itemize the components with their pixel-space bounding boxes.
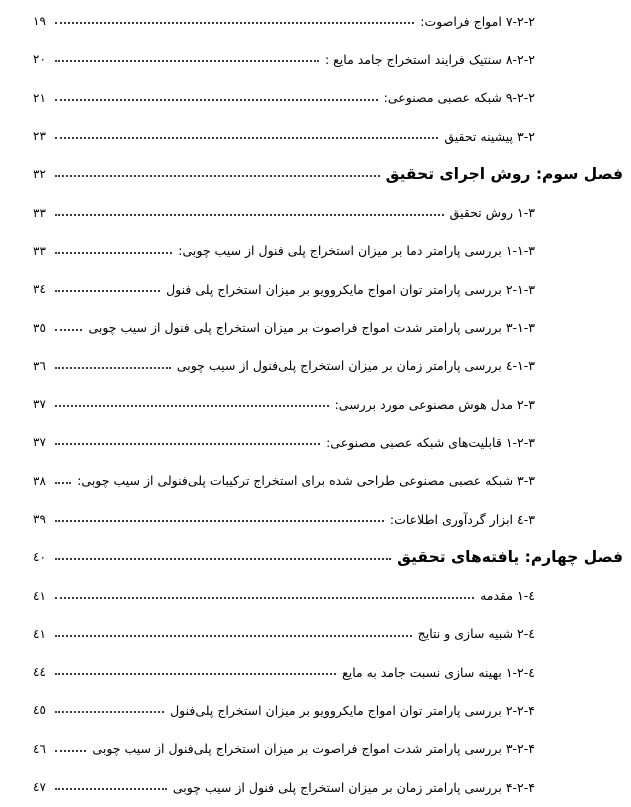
entry-title: بررسی پارامتر توان امواج مایکروویو بر میزان استخراج پلی‌فنول <box>170 702 502 718</box>
entry-title: شبیه سازی و نتایج <box>417 626 514 642</box>
section-number: ۴-٢-٢ <box>505 702 535 718</box>
page-number: ٢٣ <box>33 129 46 144</box>
page-number: ٢٠ <box>33 52 46 67</box>
page-number: ٣٧ <box>33 397 46 412</box>
dot-leader <box>55 710 164 713</box>
dot-leader <box>55 481 71 484</box>
entry-title: بهینه سازی نسبت جامد به مایع <box>342 664 502 680</box>
page-number: ٤٥ <box>33 703 46 718</box>
entry-title: مدل هوش مصنوعی مورد بررسی: <box>334 396 514 412</box>
section-number: ٣-١-٤ <box>505 358 535 374</box>
dot-leader <box>55 251 172 254</box>
section-number: ٤-٢ <box>517 626 535 642</box>
page-number: ٤١ <box>33 588 46 603</box>
toc-entry <box>33 347 535 385</box>
table-of-contents <box>33 2 623 806</box>
section-number: ٣-١-٢ <box>505 281 535 297</box>
toc-entry <box>33 768 535 806</box>
entry-title: بررسی پارامتر زمان بر میزان استخراج پلی‌فنول از سیب چوبی <box>176 358 502 374</box>
page-number: ٤٧ <box>33 780 46 795</box>
dot-leader <box>55 442 320 445</box>
dot-leader <box>55 672 336 675</box>
page-number: ٣٥ <box>33 320 46 335</box>
section-number: ٣-٣ <box>517 473 535 489</box>
page-number: ٣٦ <box>33 358 46 373</box>
dot-leader <box>55 634 412 637</box>
dot-leader <box>55 136 438 139</box>
section-number: ٤-١ <box>517 588 535 604</box>
toc-entry <box>33 193 535 231</box>
entry-title: سنتیک فرایند استخراج جامد مایع : <box>324 51 502 67</box>
toc-entry <box>33 423 535 461</box>
toc-entry <box>33 730 535 768</box>
toc-entry <box>33 155 623 193</box>
section-number: ٣-١-٣ <box>505 320 535 336</box>
section-number: ٣-١-١ <box>505 243 535 259</box>
toc-entry <box>33 538 623 576</box>
toc-entry <box>33 40 535 78</box>
entry-title: روش تحقیق <box>449 205 514 221</box>
section-number: ٣-٢-١ <box>505 434 535 450</box>
toc-entry <box>33 79 535 117</box>
page-number: ٣٢ <box>33 167 46 182</box>
page-number: ٣٣ <box>33 243 46 258</box>
toc-entry <box>33 691 535 729</box>
page-number: ٤٦ <box>33 741 46 756</box>
page-number: ٣٧ <box>33 435 46 450</box>
toc-entry <box>33 2 535 40</box>
section-number: ٣-١ <box>517 205 535 221</box>
dot-leader <box>55 21 414 24</box>
dot-leader <box>55 519 384 522</box>
dot-leader <box>55 404 329 407</box>
page-number: ٣٤ <box>33 282 46 297</box>
entry-title: شبکه عصبی مصنوعی طراحی شده برای استخراج ترکیبات پلی‌فنولی از سیب چوبی: <box>77 473 514 489</box>
dot-leader <box>55 59 319 62</box>
toc-entry <box>33 615 535 653</box>
toc-entry <box>33 308 535 346</box>
dot-leader <box>55 787 167 790</box>
section-number: ۴-٢-٣ <box>505 741 535 757</box>
dot-leader <box>55 557 391 560</box>
toc-entry <box>33 385 535 423</box>
section-number: ٢-٣ <box>517 128 535 144</box>
section-number: ٣-٢ <box>517 396 535 412</box>
entry-title: بررسی پارامتر دما بر میزان استخراج پلی فنول از سیب چوبی: <box>178 243 502 259</box>
toc-entry <box>33 653 535 691</box>
entry-title: بررسی پارامتر توان امواج مایکروویو بر میزان استخراج پلی فنول <box>166 281 502 297</box>
entry-title: امواج فراصوت: <box>420 13 502 29</box>
toc-entry <box>33 500 535 538</box>
toc-entry <box>33 462 535 500</box>
toc-entry <box>33 232 535 270</box>
dot-leader <box>55 749 86 752</box>
toc-entry <box>33 270 535 308</box>
entry-title: قابلیت‌های شبکه عصبی مصنوعی: <box>326 434 502 450</box>
dot-leader <box>55 174 380 177</box>
entry-title: فصل چهارم: یافته‌های تحقیق <box>397 548 623 567</box>
section-number: ٤-٢-١ <box>505 664 535 680</box>
dot-leader <box>55 596 474 599</box>
page-number: ٣٨ <box>33 473 46 488</box>
entry-title: بررسی پارامتر زمان بر میزان استخراج پلی فنول از سیب چوبی <box>172 779 502 795</box>
section-number: ٢-٢-٨ <box>505 51 535 67</box>
entry-title: شبکه عصبی مصنوعی: <box>383 90 502 106</box>
page-number: ٤٤ <box>33 665 46 680</box>
entry-title: مقدمه <box>480 588 514 604</box>
entry-title: بررسی پارامتر شدت امواج فراصوت بر میزان استخراج پلی فنول از سیب چوبی <box>88 320 502 336</box>
entry-title: فصل سوم: روش اجرای تحقیق <box>385 165 623 184</box>
section-number: ٢-٢-٧ <box>505 13 535 29</box>
section-number: ٢-٢-٩ <box>505 90 535 106</box>
toc-entry <box>33 117 535 155</box>
page-number: ٤٠ <box>33 550 46 565</box>
page-number: ٣٣ <box>33 205 46 220</box>
dot-leader <box>55 98 378 101</box>
entry-title: بررسی پارامتر شدت امواج فراصوت بر میزان استخراج پلی‌فنول از سیب چوبی <box>92 741 502 757</box>
toc-entry <box>33 576 535 614</box>
dot-leader <box>55 328 82 331</box>
section-number: ۴-٢-۴ <box>505 779 535 795</box>
dot-leader <box>55 289 160 292</box>
page-number: ١٩ <box>33 14 46 29</box>
page-number: ٤١ <box>33 626 46 641</box>
section-number: ٣-٤ <box>517 511 535 527</box>
page-number: ٢١ <box>33 90 46 105</box>
entry-title: ابزار گردآوری اطلاعات: <box>389 511 514 527</box>
dot-leader <box>55 366 171 369</box>
page-number: ٣٩ <box>33 512 46 526</box>
dot-leader <box>55 213 444 216</box>
entry-title: پیشینه تحقیق <box>444 128 514 144</box>
